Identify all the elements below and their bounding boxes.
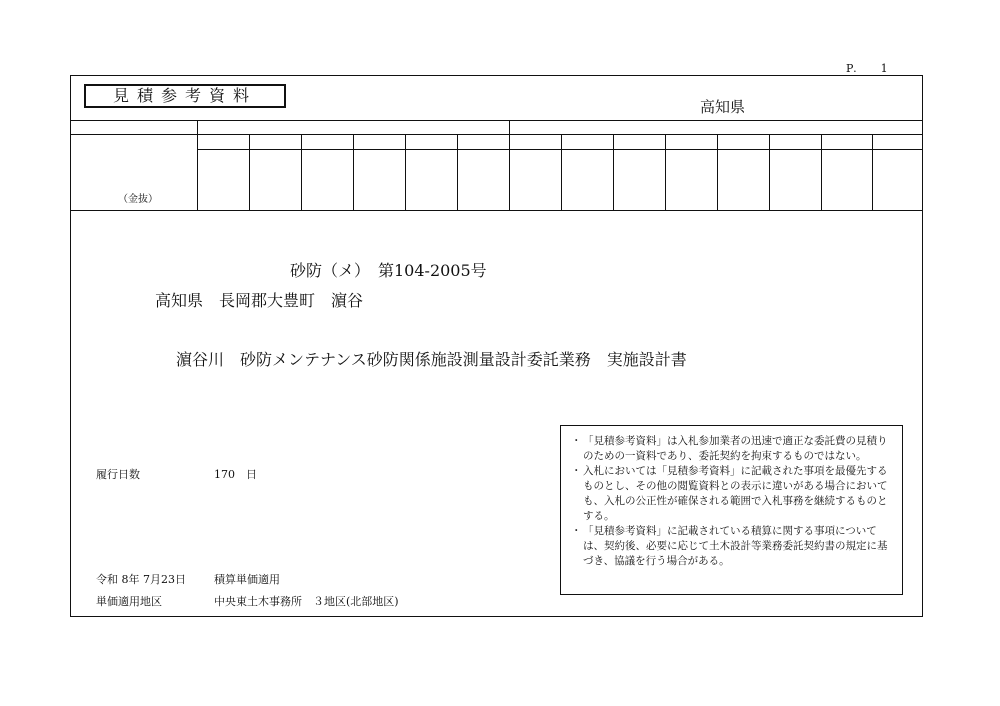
note-item (571, 434, 892, 464)
note-item (571, 524, 892, 569)
note-text: 入札においては「見積参考資料」に記載された事項を最優先するものとし、その他の閲覧資料との表示に違いがある場合においても、入札の公正性が確保される範囲で入札事務を継続するものとする。 (583, 465, 888, 522)
note-bullet: ・ (571, 465, 582, 477)
project-location: 高知県 長岡郡大豊町 濵谷 (155, 291, 364, 310)
region-value: 中央東土木事務所 ３地区(北部地区) (214, 595, 399, 608)
prefecture-label: 高知県 (700, 98, 746, 116)
note-bullet: ・ (571, 435, 582, 447)
project-number: 砂防（メ） 第104-2005号 (290, 261, 487, 280)
note-text: 「見積参考資料」は入札参加業者の迅速で適正な委託費の見積りのための一資料であり、委託契約を拘束するものではない。 (583, 435, 888, 462)
project-name: 濵谷川 砂防メンテナンス砂防関係施設測量設計委託業務 実施設計書 (176, 350, 687, 369)
amount-excluded-label: （金抜） (118, 194, 158, 205)
note-bullet: ・ (571, 525, 582, 537)
notes-box (560, 425, 903, 595)
days-value: 170 日 (214, 468, 257, 481)
region-label: 単価適用地区 (96, 595, 162, 608)
document-title: 見積参考資料 (84, 84, 286, 108)
date-label: 令和 8年 7月23日 (96, 573, 186, 586)
note-item (571, 464, 892, 524)
days-label: 履行日数 (96, 468, 140, 481)
note-text: 「見積参考資料」に記載されている積算に関する事項については、契約後、必要に応じて土木設計等業務委託契約書の規定に基づき、協議を行う場合がある。 (583, 525, 888, 567)
page-number: P. 1 (846, 62, 890, 75)
date-value: 積算単価適用 (214, 573, 280, 586)
